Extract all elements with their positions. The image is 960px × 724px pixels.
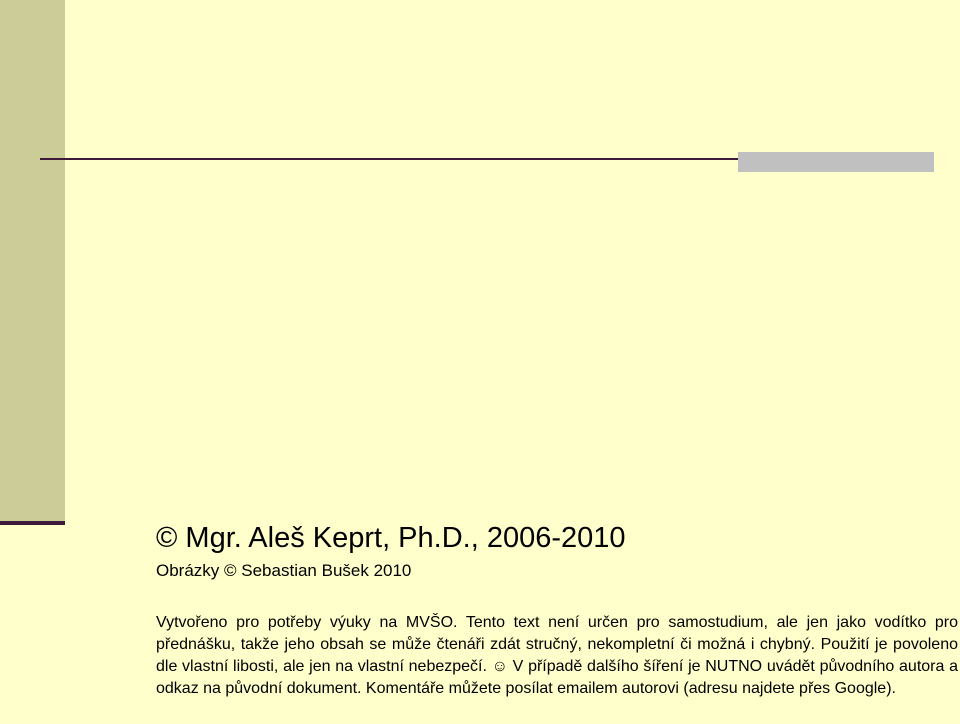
title-rule-accent [738, 152, 934, 172]
copyright-author: © Mgr. Aleš Keprt, Ph.D., 2006-2010 [156, 522, 626, 554]
copyright-images: Obrázky © Sebastian Bušek 2010 [156, 561, 412, 580]
sidebar-band [0, 0, 65, 521]
title-rule [40, 158, 740, 160]
sidebar-underline [0, 521, 65, 525]
usage-notice: Vytvořeno pro potřeby výuky na MVŠO. Tento text není určen pro samostudium, ale jen jako vodítko pro přednášku, takže jeho obsah se může čtenáři zdát stručný, nekompletní či možná i chybný. Použití je povoleno dle vlastní libosti, ale jen na vlastní nebezpečí. ☺ V případě dalšího šíření je NUTNO uvádět původního autora a odkaz na původní dokument. Komentáře můžete posílat emailem autorovi (adresu najdete přes Google). [156, 614, 958, 697]
